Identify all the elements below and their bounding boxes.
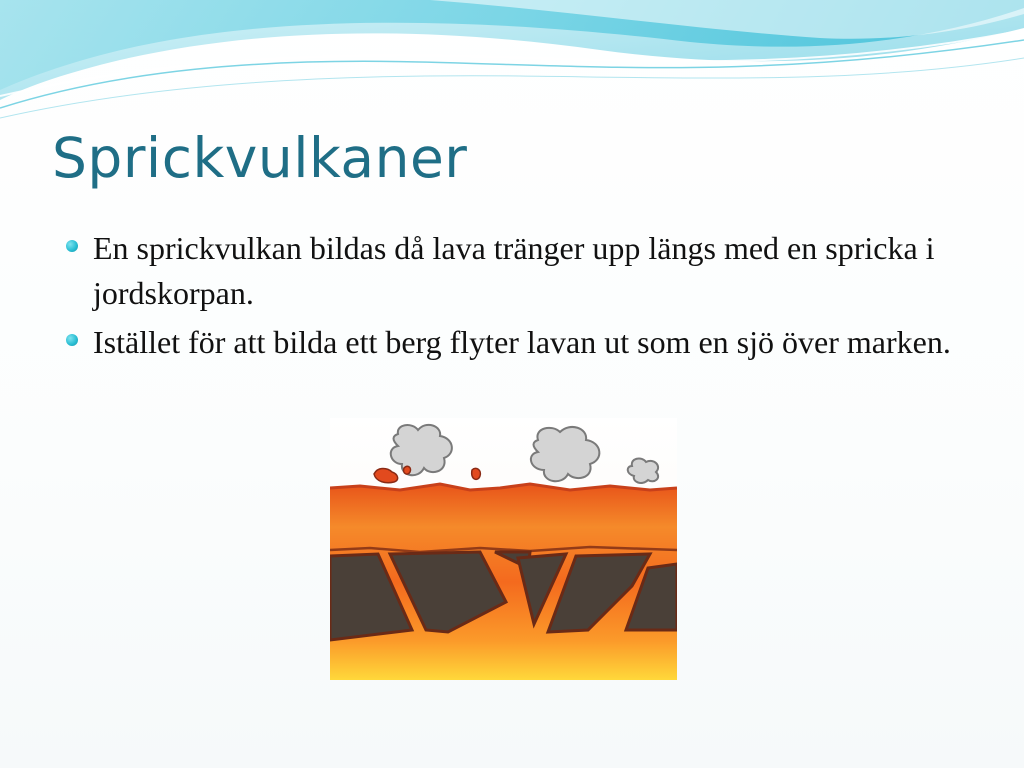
bullet-item <box>66 226 966 316</box>
bullet-item <box>66 320 966 365</box>
slide-title: Sprickvulkaner <box>52 126 468 190</box>
bullet-dot-icon <box>66 240 78 252</box>
fissure-volcano-illustration <box>330 418 677 680</box>
bullet-text: En sprickvulkan bildas då lava tränger upp längs med en spricka i jordskorpan. <box>93 230 935 311</box>
bullet-list <box>66 226 966 369</box>
bullet-text: Istället för att bilda ett berg flyter lavan ut som en sjö över marken. <box>93 324 951 360</box>
header-wave-decoration <box>0 0 1024 130</box>
bullet-dot-icon <box>66 334 78 346</box>
